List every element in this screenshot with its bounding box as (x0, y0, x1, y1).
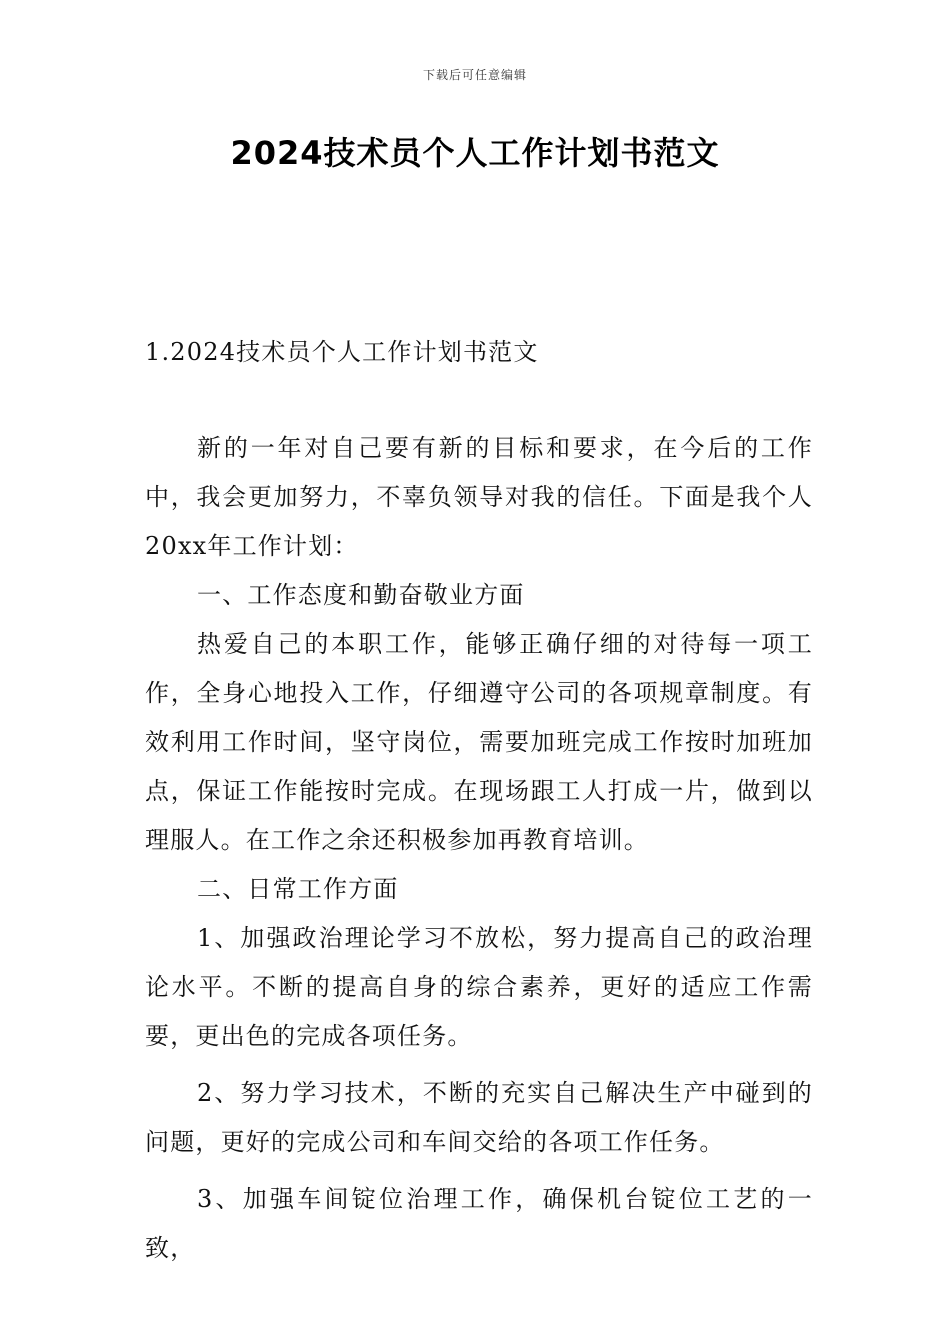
header-note: 下载后可任意编辑 (422, 68, 527, 82)
paragraph-item-1: 1、加强政治理论学习不放松，努力提高自己的政治理论水平。不断的提高自身的综合素养，更好的适应工作需要，更出色的完成各项任务。 (145, 924, 813, 1050)
section-heading: 1.2024技术员个人工作计划书范文 (145, 338, 539, 366)
heading-work-attitude: 一、工作态度和勤奋敬业方面 (197, 581, 525, 609)
heading-daily-work: 二、日常工作方面 (197, 875, 399, 903)
document-title: 2024技术员个人工作计划书范文 (230, 134, 720, 172)
paragraph-work-attitude: 热爱自己的本职工作，能够正确仔细的对待每一项工作，全身心地投入工作，仔细遵守公司的各项规章制度。有效利用工作时间，坚守岗位，需要加班完成工作按时加班加点，保证工作能按时完成。在现场跟工人打成一片，做到以理服人。在工作之余还积极参加再教育培训。 (145, 630, 813, 854)
paragraph-intro: 新的一年对自己要有新的目标和要求，在今后的工作中，我会更加努力，不辜负领导对我的信任。下面是我个人20xx年工作计划： (145, 434, 813, 560)
document-body (145, 424, 813, 1273)
paragraph-item-2: 2、努力学习技术，不断的充实自己解决生产中碰到的问题，更好的完成公司和车间交给的各项工作任务。 (145, 1079, 813, 1156)
paragraph-item-3: 3、加强车间锭位治理工作，确保机台锭位工艺的一致， (145, 1185, 813, 1262)
